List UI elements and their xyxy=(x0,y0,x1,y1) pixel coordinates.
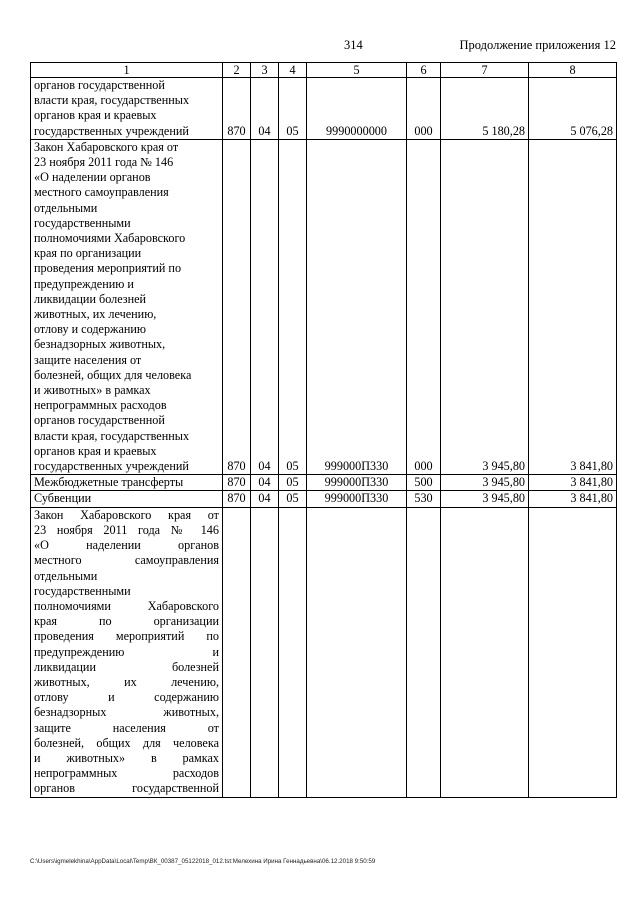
cell-target-article: 999000П330 xyxy=(307,491,407,507)
page-number: 314 xyxy=(344,38,363,52)
cell-expense-type: 530 xyxy=(407,491,441,507)
cell-grbs: 870 xyxy=(223,139,251,474)
cell-expense-type: 500 xyxy=(407,475,441,491)
cell-sum-year-2: 3 841,80 xyxy=(529,491,617,507)
row-description: органов государственной власти края, государственных органов края и краевых государственных учреждений xyxy=(31,78,223,140)
cell-section: 04 xyxy=(251,78,279,140)
cell-expense-type: 000 xyxy=(407,78,441,140)
cell-target-article: 999000П330 xyxy=(307,475,407,491)
column-header: 8 xyxy=(529,63,617,78)
column-header: 4 xyxy=(279,63,307,78)
table-row xyxy=(31,475,617,491)
cell-expense-type: 000 xyxy=(407,139,441,474)
cell-sum-year-1: 3 945,80 xyxy=(441,139,529,474)
cell-target-article: 9990000000 xyxy=(307,78,407,140)
row-description: Закон Хабаровского края от 23 ноября 2011 года № 146 «О наделении органов местного самоуправления отдельными государственными полномочиями Хабаровского края по организации проведения мероприятий по предупреждению и ликвидации болезней животных, их лечению, отлову и содержанию безнадзорных животных, защите населения от болезней, общих для человека и животных» в рамках непрограммных расходов органов государственной власти края, государственных органов края и краевых государственных учреждений xyxy=(31,139,223,474)
cell-sum-year-1: 3 945,80 xyxy=(441,475,529,491)
column-header: 5 xyxy=(307,63,407,78)
cell-section: 04 xyxy=(251,475,279,491)
table-row xyxy=(31,78,617,140)
cell-sum-year-2: 3 841,80 xyxy=(529,475,617,491)
cell-grbs: 870 xyxy=(223,475,251,491)
column-header: 7 xyxy=(441,63,529,78)
table-row xyxy=(31,139,617,474)
cell-sum-year-2: 5 076,28 xyxy=(529,78,617,140)
cell-sum-year-1: 3 945,80 xyxy=(441,491,529,507)
table-row xyxy=(31,491,617,507)
file-path-footer: C:\Users\igmelekhina\AppData\Local\Temp\ВК_00387_05122018_012.tst:Мелехина Ирина Геннадьевна\06.12.2018 9:50:59 xyxy=(30,858,376,865)
cell-sum-year-2: 3 841,80 xyxy=(529,139,617,474)
column-header: 6 xyxy=(407,63,441,78)
column-number-row xyxy=(31,63,617,78)
cell-subsection: 05 xyxy=(279,78,307,140)
cell-sum-year-1 xyxy=(441,507,529,797)
cell-section xyxy=(251,507,279,797)
cell-target-article xyxy=(307,507,407,797)
column-header: 2 xyxy=(223,63,251,78)
cell-section: 04 xyxy=(251,491,279,507)
cell-section: 04 xyxy=(251,139,279,474)
cell-grbs xyxy=(223,507,251,797)
row-description: Межбюджетные трансферты xyxy=(31,475,223,491)
cell-sum-year-1: 5 180,28 xyxy=(441,78,529,140)
page-header xyxy=(0,38,640,56)
row-description: Закон Хабаровского края от 23 ноября 2011 года № 146 «О наделении органов местного самоуправления отдельными государственными полномочиями Хабаровского края по организации проведения мероприятий по предупреждению и ликвидации болезней животных, их лечению, отлову и содержанию безнадзорных животных, защите населения от болезней, общих для человека и животных» в рамках непрограммных расходов органов государственной xyxy=(31,507,223,797)
cell-sum-year-2 xyxy=(529,507,617,797)
cell-subsection: 05 xyxy=(279,139,307,474)
cell-subsection xyxy=(279,507,307,797)
cell-expense-type xyxy=(407,507,441,797)
cell-target-article: 999000П330 xyxy=(307,139,407,474)
cell-grbs: 870 xyxy=(223,491,251,507)
row-description: Субвенции xyxy=(31,491,223,507)
cell-grbs: 870 xyxy=(223,78,251,140)
appendix-continuation-label: Продолжение приложения 12 xyxy=(459,38,616,52)
cell-subsection: 05 xyxy=(279,491,307,507)
table-row xyxy=(31,507,617,797)
budget-table xyxy=(30,62,617,798)
column-header: 3 xyxy=(251,63,279,78)
column-header: 1 xyxy=(31,63,223,78)
cell-subsection: 05 xyxy=(279,475,307,491)
